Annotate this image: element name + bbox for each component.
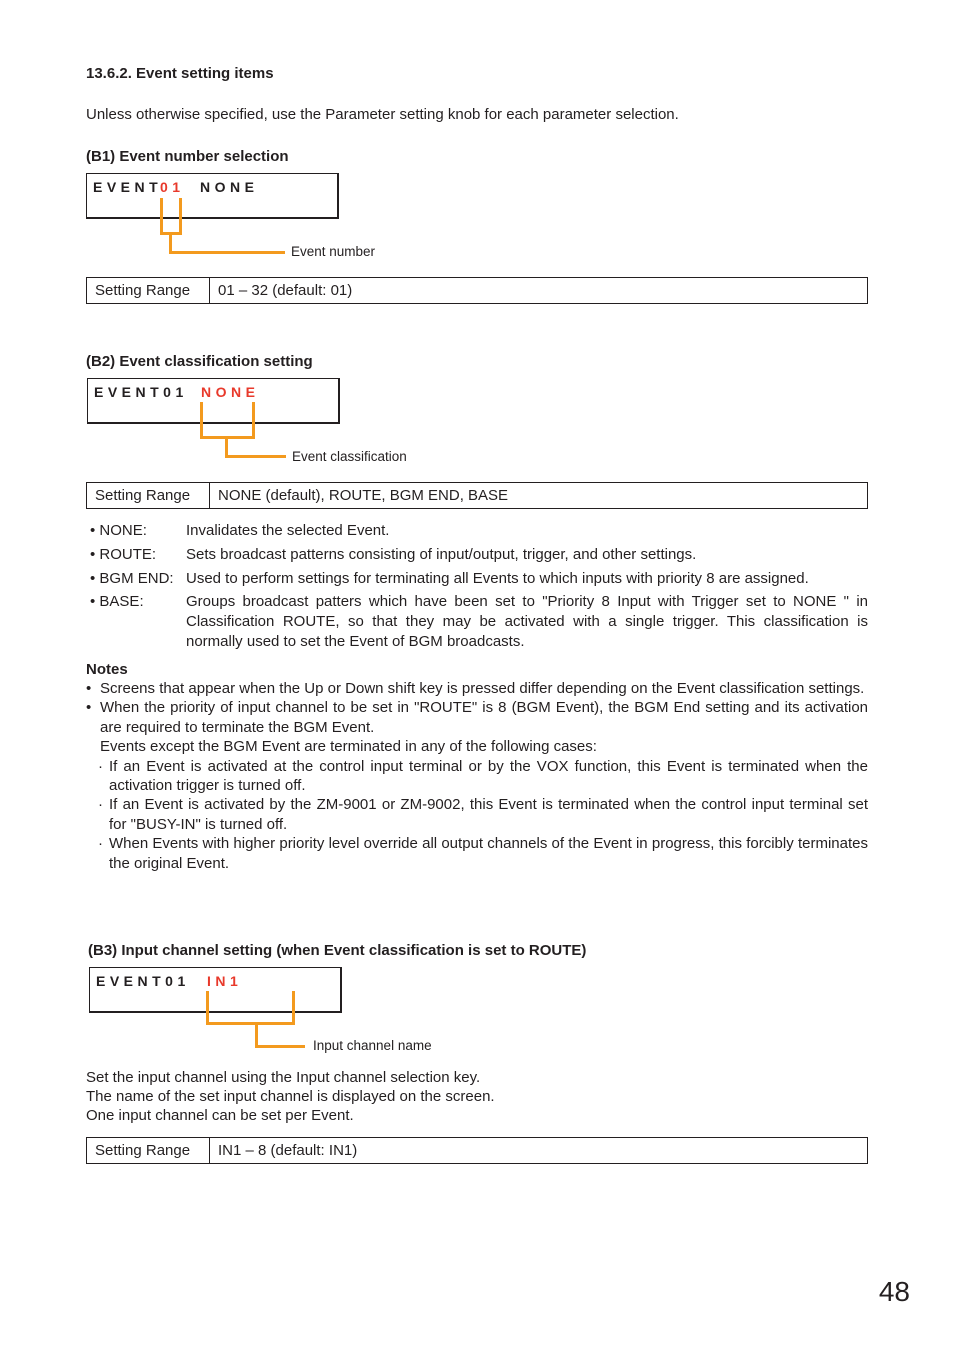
note-text: When the priority of input channel to be set in "ROUTE" is 8 (BGM Event), the BGM End setting and its activation are required to terminate the BGM Event. xyxy=(100,699,868,736)
note-subitem xyxy=(86,757,868,796)
note-item xyxy=(86,698,868,737)
b3-lcd-prefix: EVENT01 xyxy=(96,973,190,989)
b1-lcd-number: 01 xyxy=(160,179,185,195)
b1-range-value: 01 – 32 (default: 01) xyxy=(210,278,868,304)
bullet-marker: • xyxy=(86,699,92,717)
b3-range-value: IN1 – 8 (default: IN1) xyxy=(210,1138,868,1164)
definition-route xyxy=(90,545,868,569)
note-subitem xyxy=(86,795,868,834)
note-subitem xyxy=(86,834,868,873)
b3-range-label: Setting Range xyxy=(87,1138,210,1164)
b2-bracket xyxy=(200,402,255,439)
b1-lcd-display xyxy=(86,173,339,219)
b1-range-label: Setting Range xyxy=(87,278,210,304)
b2-callout: Event classification xyxy=(292,449,407,464)
subitem-text: If an Event is activated by the ZM-9001 or ZM-9002, this Event is terminated when the control input terminal set for "BUSY-IN" is turned off. xyxy=(109,796,868,833)
notes-heading: Notes xyxy=(86,661,128,678)
definition-term: • NONE: xyxy=(90,522,147,539)
b3-heading: (B3) Input channel setting (when Event classification is set to ROUTE) xyxy=(88,942,587,959)
definition-desc: Invalidates the selected Event. xyxy=(186,522,390,539)
note-continuation: Events except the BGM Event are terminated in any of the following cases: xyxy=(100,738,597,756)
note-item xyxy=(86,679,868,698)
classification-definitions xyxy=(90,521,868,652)
b2-range-table xyxy=(86,482,868,509)
b3-lcd-value: IN1 xyxy=(207,973,243,989)
b3-bracket xyxy=(206,991,295,1025)
sub-bullet-marker: · xyxy=(98,796,103,814)
b3-description xyxy=(86,1068,495,1125)
b1-lcd-prefix: EVENT xyxy=(93,179,163,195)
b2-leader-horizontal xyxy=(225,455,286,458)
b3-line: The name of the set input channel is displayed on the screen. xyxy=(86,1088,495,1105)
b2-range-label: Setting Range xyxy=(87,483,210,509)
definition-bgm-end xyxy=(90,569,868,592)
intro-text: Unless otherwise specified, use the Parameter setting knob for each parameter selection. xyxy=(86,106,679,123)
b1-lcd-value: NONE xyxy=(200,179,259,195)
b3-callout: Input channel name xyxy=(313,1038,432,1053)
definition-desc: Used to perform settings for terminating all Events to which inputs with priority 8 are assigned. xyxy=(186,570,809,587)
definition-term: • BASE: xyxy=(90,593,144,610)
b3-line: One input channel can be set per Event. xyxy=(86,1107,354,1124)
b1-callout: Event number xyxy=(291,244,376,259)
b1-bracket xyxy=(160,198,182,235)
b1-range-table xyxy=(86,277,868,304)
subitem-text: When Events with higher priority level override all output channels of the Event in progress, this forcibly terminates the original Event. xyxy=(109,835,868,872)
note-text: Screens that appear when the Up or Down shift key is pressed differ depending on the Event classification settings. xyxy=(100,680,865,697)
definition-base xyxy=(90,592,868,652)
definition-none xyxy=(90,521,868,545)
bullet-marker: • xyxy=(86,680,92,697)
notes-section xyxy=(86,660,868,873)
b1-heading: (B1) Event number selection xyxy=(86,148,289,165)
b3-leader-horizontal xyxy=(255,1045,305,1048)
b2-range-value: NONE (default), ROUTE, BGM END, BASE xyxy=(210,483,868,509)
b1-leader-horizontal xyxy=(169,251,285,254)
definition-desc: Sets broadcast patterns consisting of input/output, trigger, and other settings. xyxy=(186,546,697,563)
definition-term: • ROUTE: xyxy=(90,546,157,563)
sub-bullet-marker: · xyxy=(98,757,103,775)
b2-lcd-value: NONE xyxy=(201,384,260,400)
definition-term: • BGM END: xyxy=(90,570,174,587)
b3-line: Set the input channel using the Input channel selection key. xyxy=(86,1069,481,1086)
b2-lcd-prefix: EVENT01 xyxy=(94,384,188,400)
sub-bullet-marker: · xyxy=(98,835,103,853)
page-number: 48 xyxy=(878,1276,910,1307)
b2-heading: (B2) Event classification setting xyxy=(86,353,313,370)
b3-range-table xyxy=(86,1137,868,1164)
subitem-text: If an Event is activated at the control input terminal or by the VOX function, this Event is terminated when the activation trigger is turned off. xyxy=(109,757,868,795)
section-title: 13.6.2. Event setting items xyxy=(86,65,274,82)
definition-desc: Groups broadcast patters which have been set to "Priority 8 Input with Trigger set to NONE " in Classification ROUTE, so that they may be activated with a single trigger. This classification is normally used to set the Event of BGM broadcasts. xyxy=(186,593,868,650)
